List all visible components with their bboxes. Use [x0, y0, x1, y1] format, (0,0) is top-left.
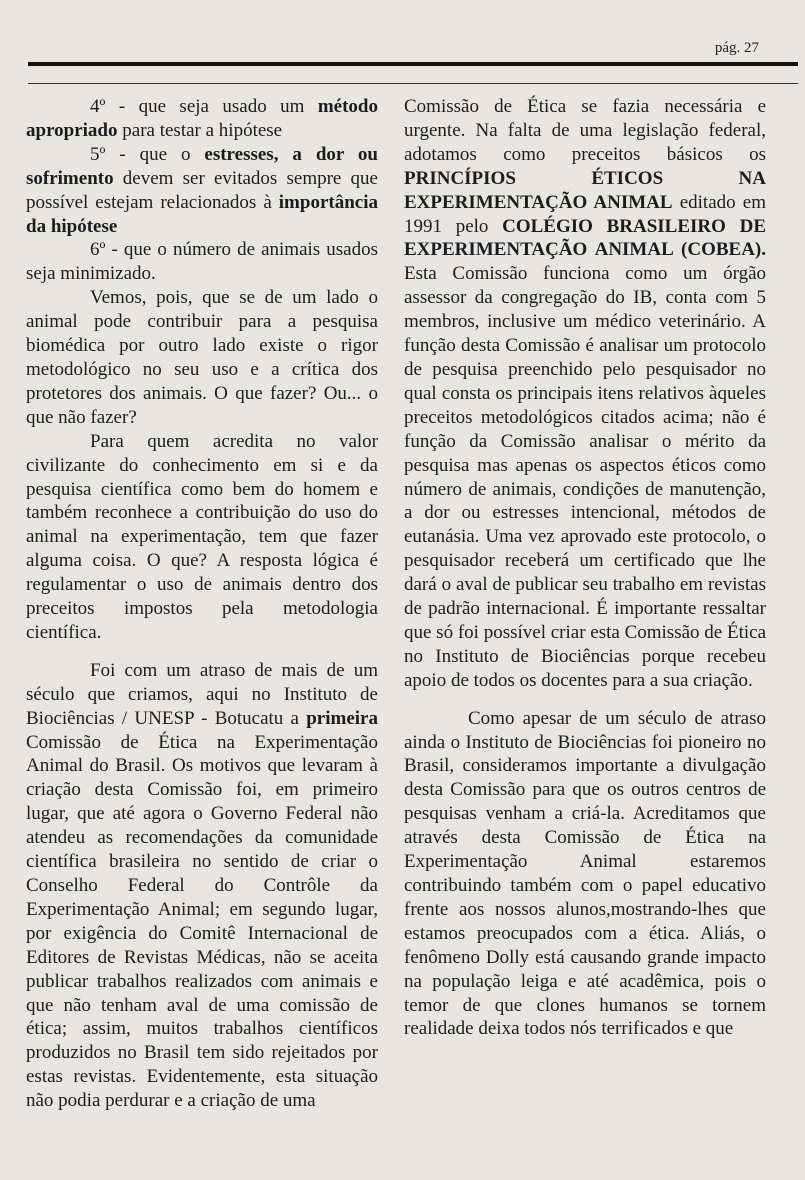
- paragraph: Para quem acredita no valor civilizante do conhecimento em si e da pesquisa científica como bem do homem e também reconhece a contribuição do uso do animal na experimentação, tem que fazer alguma coisa. O que? A resposta lógica é regulamentar o uso de animais dentro dos preceitos impostos pela metodologia científica.: [26, 430, 378, 643]
- text-run: 5º - que o: [90, 143, 205, 165]
- text-run: editado em 1991 pelo: [404, 191, 766, 237]
- paragraph-item-6: 6º - que o número de animais usados seja minimizado.: [26, 239, 378, 285]
- paragraph: Como apesar de um século de atraso ainda o Instituto de Biociências foi pioneiro no Brasil, consideramos importante a divulgação desta Comissão para que os outros centros de pesquisas venham a criá-la. Acreditamos que através desta Comissão de Ética na Experimentação Animal estaremos contribuindo também com o papel educativo frente aos nossos alunos,mostrando-lhes que estamos preocupados com a ética. Aliás, o fenômeno Dolly está causando grande impacto na população leiga e até acadêmica, pois o temor de que clones humanos se tornem realidade deixa todos nós terrificados e que: [404, 707, 766, 1040]
- text-run: devem ser evitados sempre que possível estejam relacionados à: [26, 167, 378, 213]
- text-run: Comissão de Ética na Experimentação Animal do Brasil. Os motivos que levaram à criação desta Comissão foi, em primeiro lugar, que até agora o Governo Federal não atendeu as recomendações da comunidade científica brasileira no sentido de criar o Conselho Federal do Contrôle da Experimentação Animal; em segundo lugar, por exigência do Comitê Internacional de Editores de Revistas Médicas, não se aceita publicar trabalhos realizados com animais e que não tenham aval de uma comissão de ética; assim, muitos trabalhos científicos produzidos no Brasil tem sido rejeitados por estas revistas. Evidentemente, esta situação não podia perdurar e a criação de uma: [26, 731, 378, 1112]
- text-run: Esta Comissão funciona como um órgão assessor da congregação do IB, conta com 5 membros, inclusive um médico veterinário. A função desta Comissão é analisar um protocolo de pesquisa preenchido pelo pesquisador no qual consta os principais itens relativos àqueles preceitos metodológicos citados acima; não é função da Comissão analisar o mérito da pesquisa mas apenas os aspectos éticos como número de animais, condições de manutenção, a dor ou estresses intencional, métodos de eutanásia. Uma vez aprovado este protocolo, o pesquisador receberá um certificado que lhe dará o aval de publicar seu trabalho em revistas de padrão internacional. É importante ressaltar que só foi possível criar esta Comissão de Ética no Instituto de Biociências porque recebeu apoio de todos os docentes para a sua criação.: [404, 263, 766, 691]
- paragraph: Vemos, pois, que se de um lado o animal pode contribuir para a pesquisa biomédica por outro lado existe o rigor metodológico no seu uso e a crítica dos protetores dos animais. O que fazer? Ou... o que não fazer?: [26, 287, 378, 428]
- bold-text: estresses, a dor ou sofrimento: [26, 143, 378, 189]
- text-run: Comissão de Ética se fazia necessária e urgente. Na falta de uma legislação federal, adotamos como preceitos básicos os: [404, 96, 766, 165]
- paragraph-item-5: [26, 143, 378, 239]
- left-column: [26, 95, 378, 1113]
- bold-text: PRINCÍPIOS ÉTICOS NA EXPERIMENTAÇÃO ANIMAL: [404, 167, 766, 213]
- text-run: Foi com um atraso de mais de um século que criamos, aqui no Instituto de Biociências / UNESP - Botucatu a: [26, 659, 378, 729]
- right-column: [404, 95, 766, 1041]
- paragraph: [26, 659, 378, 1113]
- bold-text: importância da hipótese: [26, 191, 378, 237]
- page-number: pág. 27: [714, 40, 759, 56]
- text-run: para testar a hipótese: [117, 119, 283, 141]
- header-rule-thin: [28, 83, 798, 84]
- bold-text: COLÉGIO BRASILEIRO DE EXPERIMENTAÇÃO ANIMAL (COBEA).: [404, 215, 766, 261]
- text-run: 4º - que seja usado um: [90, 96, 318, 117]
- paragraph-item-4: [26, 95, 378, 143]
- paragraph: [404, 95, 766, 693]
- bold-text: primeira: [306, 707, 378, 729]
- bold-text: método apropriado: [26, 96, 378, 141]
- header-rule-thick: [28, 62, 798, 66]
